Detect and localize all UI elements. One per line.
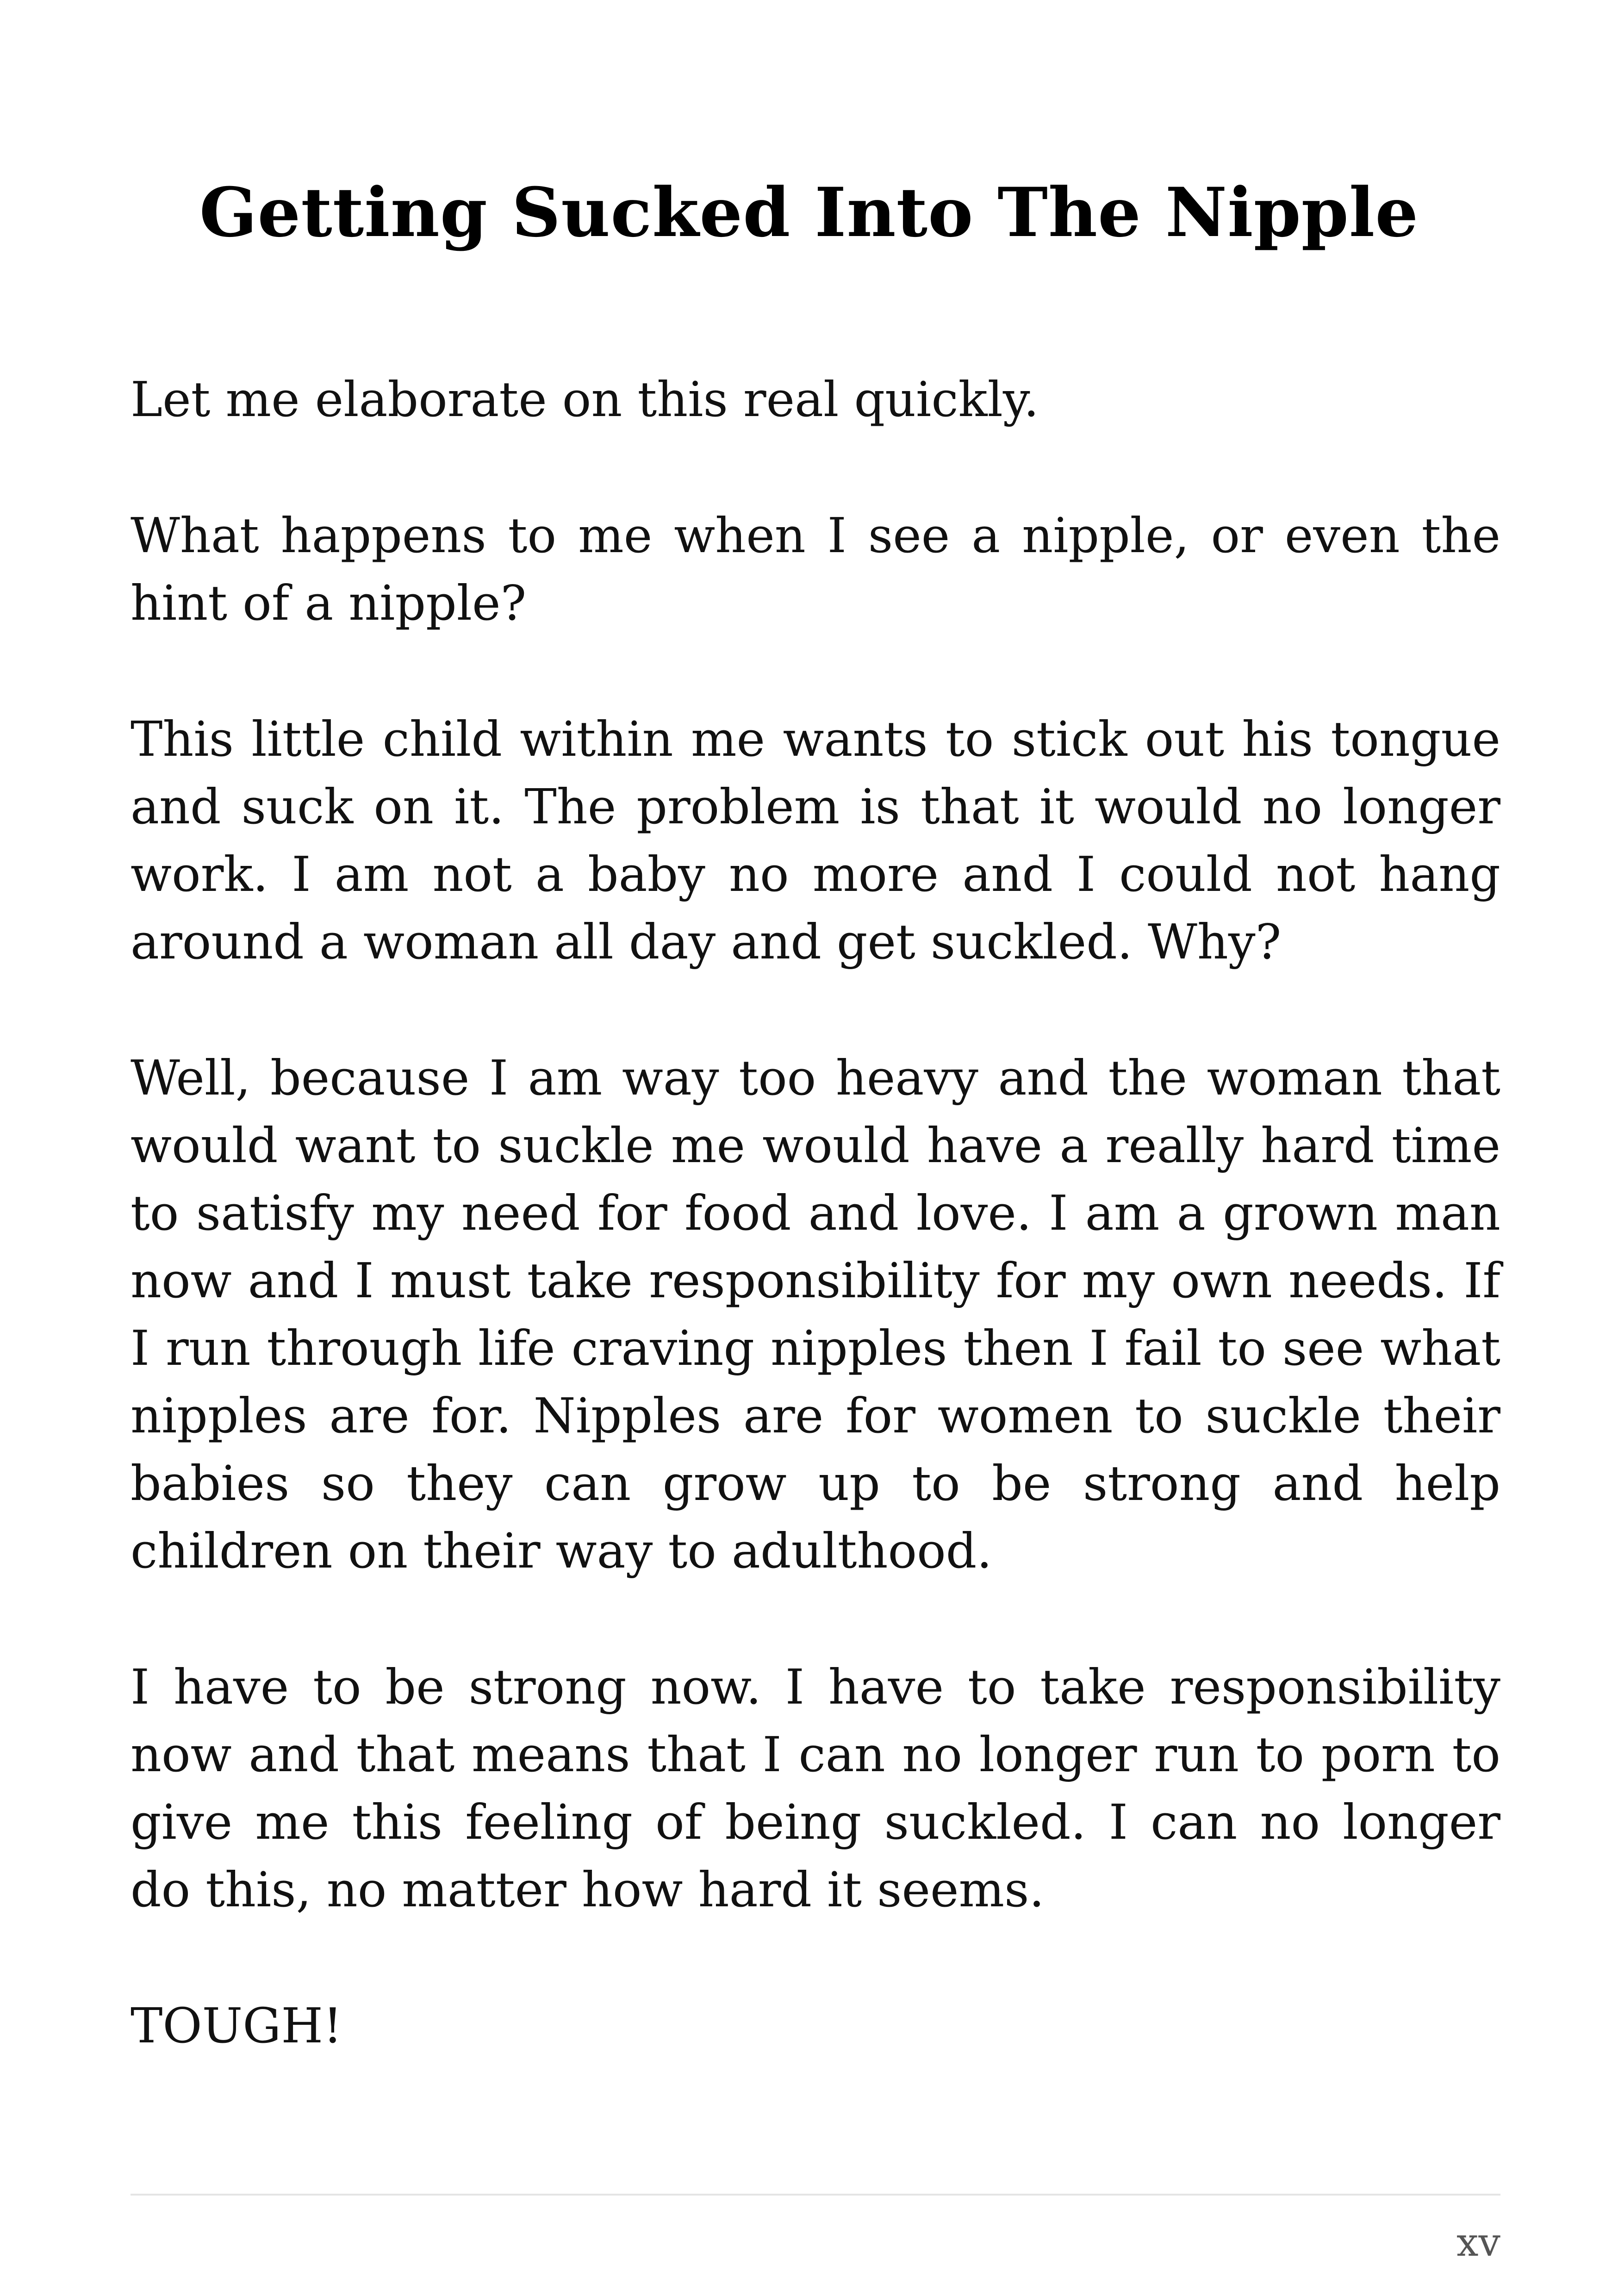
paragraph-2: What happens to me when I see a nipple, or even the hint of a nipple?: [131, 507, 1500, 631]
paragraph-1: Let me elaborate on this real quickly.: [131, 371, 1039, 428]
body-text: [131, 366, 1500, 2128]
chapter-title: Getting Sucked Into The Nipple: [199, 173, 1419, 252]
footer-divider: [131, 2194, 1500, 2196]
paragraph-6: TOUGH!: [131, 1997, 342, 2054]
paragraph-5: I have to be strong now. I have to take responsibility now and that means that I can no longer run to porn to give me this feeling of being suckled. I can no longer do this, no matter how hard it seems.: [131, 1659, 1500, 1918]
paragraph-4: Well, because I am way too heavy and the woman that would want to suckle me would have a really hard time to satisfy my need for food and love. I am a grown man now and I must take responsibility for my own needs. If I run through life craving nipples then I fail to see what nipples are for. Nipples are for women to suckle their babies so they can grow up to be strong and help children on their way to adulthood.: [131, 1050, 1500, 1579]
page-number: xv: [1456, 2220, 1500, 2265]
paragraph-3: This little child within me wants to stick out his tongue and suck on it. The problem is that it would no longer work. I am not a baby no more and I could not hang around a woman all day and get suckled. Why?: [131, 711, 1500, 970]
